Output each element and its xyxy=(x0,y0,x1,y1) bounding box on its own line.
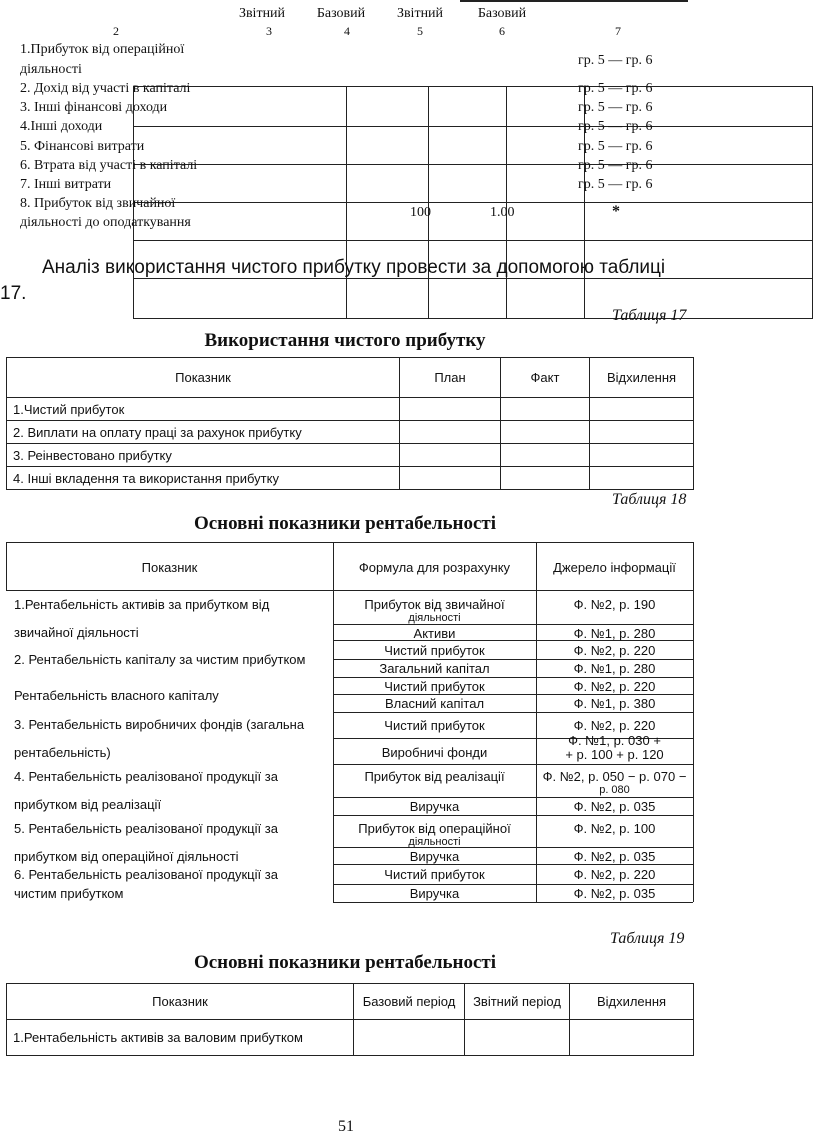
row-label: 1.Прибуток від операційної xyxy=(20,42,185,57)
formula-denominator: Активи xyxy=(413,626,456,641)
source-numerator: Ф. №2, р. 100 xyxy=(573,821,656,836)
column-number: 4 xyxy=(344,24,350,38)
intro-number: 17. xyxy=(0,283,27,304)
cell xyxy=(354,1020,465,1056)
cell xyxy=(590,444,694,467)
row-label: 1.Чистий прибуток xyxy=(7,398,400,421)
cell xyxy=(590,398,694,421)
row-note: гр. 5 — гр. 6 xyxy=(578,158,653,173)
row-label: 3. Інші фінансові доходи xyxy=(20,100,168,115)
row-label: чистим прибутком xyxy=(14,886,124,901)
column-number: 7 xyxy=(615,24,621,38)
cell xyxy=(501,398,590,421)
table18-caption: Таблиця 18 xyxy=(612,491,687,508)
row-note: гр. 5 — гр. 6 xyxy=(578,53,653,68)
formula-denominator: Виручка xyxy=(409,799,460,814)
row-label: 1.Рентабельність активів за прибутком від xyxy=(14,597,270,612)
header-cell: План xyxy=(400,358,501,398)
formula-numerator: Прибуток від реалізації xyxy=(364,769,505,784)
row-label: 5. Рентабельність реалізованої продукції за xyxy=(14,821,278,836)
row-note: гр. 5 — гр. 6 xyxy=(578,177,653,192)
row-label: 5. Фінансові витрати xyxy=(20,139,145,154)
row-label: рентабельність) xyxy=(14,745,111,760)
source-denominator: + р. 100 + р. 120 xyxy=(565,747,664,762)
source-denominator: Ф. №2, р. 035 xyxy=(573,886,656,901)
formula-numerator: Чистий прибуток xyxy=(384,679,485,694)
column-number: 2 xyxy=(113,24,119,38)
source-denominator: Ф. №1, р. 280 xyxy=(573,626,656,641)
row-label: 3. Рентабельність виробничих фондів (загальна xyxy=(14,717,305,732)
table16-header: Звітний xyxy=(396,6,444,21)
row-note: * xyxy=(612,203,620,220)
table-row xyxy=(7,467,694,490)
header-cell: Показник xyxy=(7,358,400,398)
source-denominator: Ф. №2, р. 035 xyxy=(573,799,656,814)
formula-numerator: Прибуток від звичайної xyxy=(364,597,505,612)
column-number: 6 xyxy=(499,24,505,38)
page-number: 51 xyxy=(338,1118,354,1135)
cell xyxy=(590,467,694,490)
cell xyxy=(590,421,694,444)
source-denominator: Ф. №2, р. 035 xyxy=(573,849,656,864)
table19 xyxy=(6,983,694,1056)
source-denominator: Ф. №1, р. 030 + xyxy=(568,733,661,748)
source-numerator: Ф. №2, р. 190 xyxy=(573,597,656,612)
cell xyxy=(501,444,590,467)
source-numerator: Ф. №2, р. 220 xyxy=(573,867,656,882)
row-label: прибутком від реалізації xyxy=(14,797,162,812)
formula-numerator: Чистий прибуток xyxy=(384,718,485,733)
formula-denominator: Виробничі фонди xyxy=(381,745,488,760)
cell xyxy=(501,467,590,490)
row-label: прибутком від операційної діяльності xyxy=(14,849,239,864)
source-denominator: Ф. №1, р. 280 xyxy=(573,661,656,676)
formula-denominator: Виручка xyxy=(409,886,460,901)
row-label: 3. Реінвестовано прибутку xyxy=(7,444,400,467)
table-row xyxy=(7,421,694,444)
row-label: 2. Виплати на оплату праці за рахунок прибутку xyxy=(7,421,400,444)
row-note: гр. 5 — гр. 6 xyxy=(578,139,653,154)
cell xyxy=(400,398,501,421)
header-cell: Базовий період xyxy=(354,984,465,1020)
table17-title: Використання чистого прибутку xyxy=(204,330,486,351)
table19-title: Основні показники рентабельності xyxy=(193,952,497,973)
row-value: 100 xyxy=(410,205,431,220)
row-label: звичайної діяльності xyxy=(14,625,139,640)
header-cell: Відхилення xyxy=(590,358,694,398)
source-numerator: р. 080 xyxy=(599,784,630,796)
formula-numerator: Прибуток від операційної xyxy=(358,821,511,836)
table16-header: Базовий xyxy=(477,6,527,21)
cell xyxy=(400,467,501,490)
formula-numerator: Чистий прибуток xyxy=(384,643,485,658)
source-numerator: Ф. №2, р. 220 xyxy=(573,643,656,658)
table17-caption: Таблиця 17 xyxy=(612,307,687,324)
row-label: 1.Рентабельність активів за валовим прибутком xyxy=(7,1020,354,1056)
header-cell: Відхилення xyxy=(570,984,694,1020)
cell xyxy=(501,421,590,444)
source-numerator: Ф. №2, р. 220 xyxy=(573,718,656,733)
table-row xyxy=(7,444,694,467)
row-label: 4.Інші доходи xyxy=(20,119,103,134)
cell xyxy=(400,444,501,467)
cell xyxy=(400,421,501,444)
table-row xyxy=(7,398,694,421)
row-label: 4. Рентабельність реалізованої продукції за xyxy=(14,769,278,784)
header-cell: Факт xyxy=(501,358,590,398)
formula-numerator: діяльності xyxy=(408,836,461,848)
row-label: 4. Інші вкладення та використання прибутку xyxy=(7,467,400,490)
row-label: діяльності xyxy=(20,62,82,77)
table19-caption: Таблиця 19 xyxy=(610,930,685,947)
intro-text: Аналіз використання чистого прибутку провести за допомогою таблиці xyxy=(42,257,666,278)
source-denominator: Ф. №1, р. 380 xyxy=(573,696,656,711)
row-label: 6. Втрата від участі в капіталі xyxy=(20,158,198,173)
table-header-row xyxy=(7,984,694,1020)
column-number: 3 xyxy=(266,24,272,38)
row-value: 1.00 xyxy=(490,205,515,220)
table16-header: Звітний xyxy=(238,6,286,21)
table18-title: Основні показники рентабельності xyxy=(193,513,497,534)
row-label: 8. Прибуток від звичайної xyxy=(20,196,176,211)
row-label: 2. Дохід від участі в капіталі xyxy=(20,81,191,96)
header-cell: Показник xyxy=(141,560,198,575)
cell xyxy=(465,1020,570,1056)
table17 xyxy=(6,357,694,490)
row-label: 6. Рентабельність реалізованої продукції за xyxy=(14,867,278,882)
header-cell: Формула для розрахунку xyxy=(358,560,511,575)
row-note: гр. 5 — гр. 6 xyxy=(578,119,653,134)
formula-numerator: Чистий прибуток xyxy=(384,867,485,882)
header-cell: Показник xyxy=(7,984,354,1020)
row-label: 2. Рентабельність капіталу за чистим прибутком xyxy=(14,652,306,667)
table16-header: Базовий xyxy=(316,6,366,21)
row-note: гр. 5 — гр. 6 xyxy=(578,81,653,96)
formula-denominator: Власний капітал xyxy=(384,696,485,711)
source-numerator: Ф. №2, р. 220 xyxy=(573,679,656,694)
header-cell: Звітний період xyxy=(465,984,570,1020)
header-cell: Джерело інформації xyxy=(553,560,676,575)
column-number: 5 xyxy=(417,24,423,38)
formula-numerator: діяльності xyxy=(408,612,461,624)
source-numerator: Ф. №2, р. 050 − р. 070 − xyxy=(542,769,687,784)
table-row xyxy=(7,1020,694,1056)
row-label: Рентабельність власного капіталу xyxy=(14,688,219,703)
row-label: 7. Інші витрати xyxy=(20,177,112,192)
table-header-row xyxy=(7,358,694,398)
formula-denominator: Виручка xyxy=(409,849,460,864)
formula-denominator: Загальний капітал xyxy=(379,661,490,676)
row-note: гр. 5 — гр. 6 xyxy=(578,100,653,115)
cell xyxy=(570,1020,694,1056)
row-label: діяльності до оподаткування xyxy=(20,215,191,230)
